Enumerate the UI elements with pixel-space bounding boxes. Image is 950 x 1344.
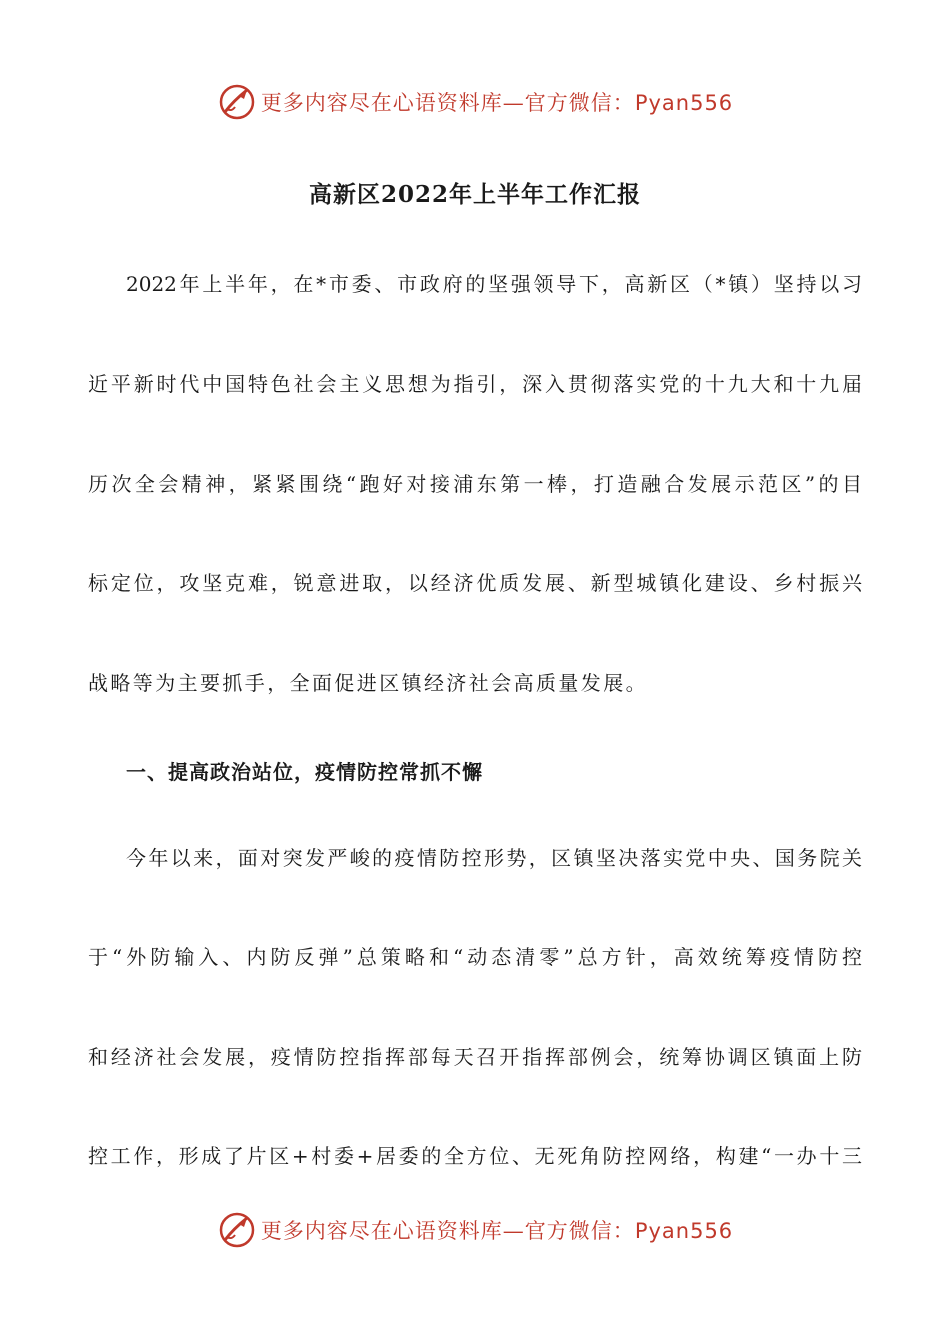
watermark-text: 更多内容尽在心语资料库—官方微信：Pyan556	[260, 91, 734, 115]
paragraph-line: 战略等为主要抓手，全面促进区镇经济社会高质量发展。	[88, 671, 648, 695]
watermark-banner-top	[0, 80, 950, 124]
paragraph-line: 历次全会精神，紧紧围绕“跑好对接浦东第一棒，打造融合发展示范区”的目	[88, 472, 862, 496]
paragraph-line: 控工作，形成了片区+村委+居委的全方位、无死角防控网络，构建“一办十三	[88, 1144, 862, 1168]
pen-logo-icon	[217, 82, 257, 122]
paragraph-line: 今年以来，面对突发严峻的疫情防控形势，区镇坚决落实党中央、国务院关	[126, 846, 862, 870]
paragraph-line: 标定位，攻坚克难，锐意进取，以经济优质发展、新型城镇化建设、乡村振兴	[88, 571, 862, 595]
document-title: 高新区2022年上半年工作汇报	[308, 181, 641, 208]
watermark-text: 更多内容尽在心语资料库—官方微信：Pyan556	[260, 1219, 734, 1243]
watermark-banner-bottom	[0, 1208, 950, 1252]
paragraph-line: 于“外防输入、内防反弹”总策略和“动态清零”总方针，高效统筹疫情防控	[88, 945, 862, 969]
paragraph-line: 近平新时代中国特色社会主义思想为指引，深入贯彻落实党的十九大和十九届	[88, 372, 862, 396]
pen-logo-icon	[217, 1210, 257, 1250]
paragraph-line: 和经济社会发展，疫情防控指挥部每天召开指挥部例会，统筹协调区镇面上防	[88, 1045, 862, 1069]
paragraph-line: 2022年上半年，在*市委、市政府的坚强领导下，高新区（*镇）坚持以习	[126, 272, 862, 296]
section-heading: 一、提高政治站位，疫情防控常抓不懈	[126, 760, 483, 784]
